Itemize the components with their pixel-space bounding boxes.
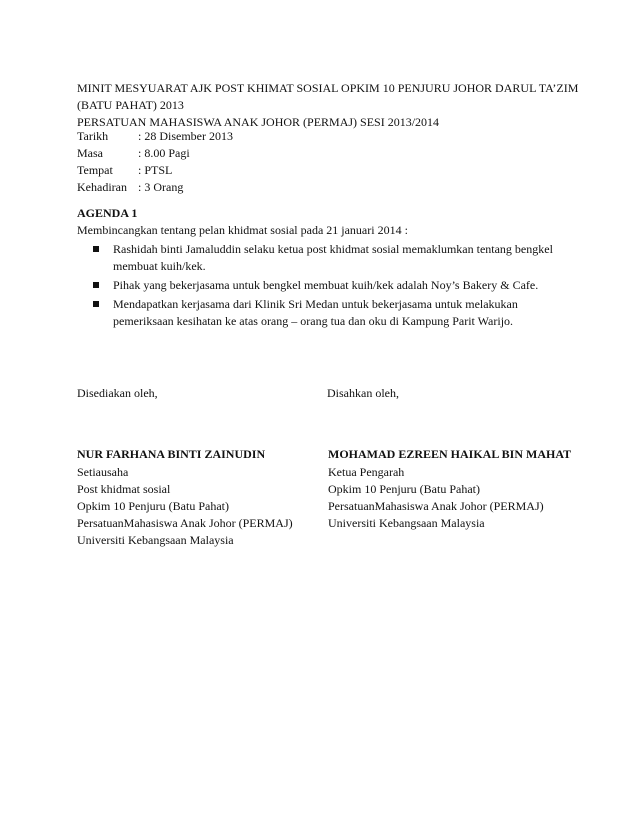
- meta-label: Kehadiran: [77, 180, 127, 194]
- meta-value: : 8.00 Pagi: [138, 146, 190, 160]
- meta-value: : 28 Disember 2013: [138, 129, 233, 143]
- approver-university: Universiti Kebangsaan Malaysia: [328, 516, 485, 530]
- document-title: [77, 80, 577, 131]
- title-line: PERSATUAN MAHASISWA ANAK JOHOR (PERMAJ) SESI 2013/2014: [77, 115, 440, 129]
- list-item: [77, 277, 573, 294]
- meta-row-place: [77, 162, 233, 179]
- preparer-unit: Post khidmat sosial: [77, 482, 171, 496]
- approver-branch: Opkim 10 Penjuru (Batu Pahat): [328, 482, 480, 496]
- signature-block-preparer: [77, 446, 293, 549]
- square-bullet-icon: [93, 282, 99, 288]
- meta-row-attendance: [77, 179, 233, 196]
- list-item: [77, 296, 573, 330]
- meta-value: : PTSL: [138, 163, 173, 177]
- meta-label: Tarikh: [77, 129, 109, 143]
- meeting-details: [77, 128, 233, 196]
- meta-row-date: [77, 128, 233, 145]
- meta-label: Tempat: [77, 163, 113, 177]
- approved-by-label: Disahkan oleh,: [327, 386, 399, 400]
- list-item-text: Pihak yang bekerjasama untuk bengkel membuat kuih/kek adalah Noy’s Bakery & Cafe.: [113, 278, 539, 292]
- approver-position: Ketua Pengarah: [328, 465, 405, 479]
- preparer-university: Universiti Kebangsaan Malaysia: [77, 533, 234, 547]
- list-item-text: Rashidah binti Jamaluddin selaku ketua post khidmat sosial memaklumkan tentang bengkel membuat kuih/kek.: [113, 242, 553, 273]
- approver-association: PersatuanMahasiswa Anak Johor (PERMAJ): [328, 499, 544, 513]
- list-item: [77, 241, 573, 275]
- title-line: MINIT MESYUARAT AJK POST KHIMAT SOSIAL OPKIM 10 PENJURU JOHOR DARUL TA’ZIM: [77, 81, 579, 95]
- signature-block-approver: [328, 446, 571, 532]
- title-line: (BATU PAHAT) 2013: [77, 98, 184, 112]
- list-item-text: Mendapatkan kerjasama dari Klinik Sri Medan untuk bekerjasama untuk melakukan pemeriksaan kesihatan ke atas orang – orang tua dan oku di Kampung Parit Warijo.: [113, 297, 518, 328]
- agenda-intro: Membincangkan tentang pelan khidmat sosial pada 21 januari 2014 :: [77, 223, 408, 237]
- meta-label: Masa: [77, 146, 103, 160]
- agenda-section: [77, 205, 577, 332]
- preparer-branch: Opkim 10 Penjuru (Batu Pahat): [77, 499, 229, 513]
- square-bullet-icon: [93, 246, 99, 252]
- prepared-by-label: Disediakan oleh,: [77, 386, 158, 400]
- preparer-position: Setiausaha: [77, 465, 129, 479]
- preparer-name: NUR FARHANA BINTI ZAINUDIN: [77, 447, 266, 461]
- preparer-association: PersatuanMahasiswa Anak Johor (PERMAJ): [77, 516, 293, 530]
- agenda-heading: AGENDA 1: [77, 206, 138, 220]
- approver-name: MOHAMAD EZREEN HAIKAL BIN MAHAT: [328, 447, 572, 461]
- agenda-list: [77, 241, 577, 330]
- meta-row-time: [77, 145, 233, 162]
- square-bullet-icon: [93, 301, 99, 307]
- meta-value: : 3 Orang: [138, 180, 184, 194]
